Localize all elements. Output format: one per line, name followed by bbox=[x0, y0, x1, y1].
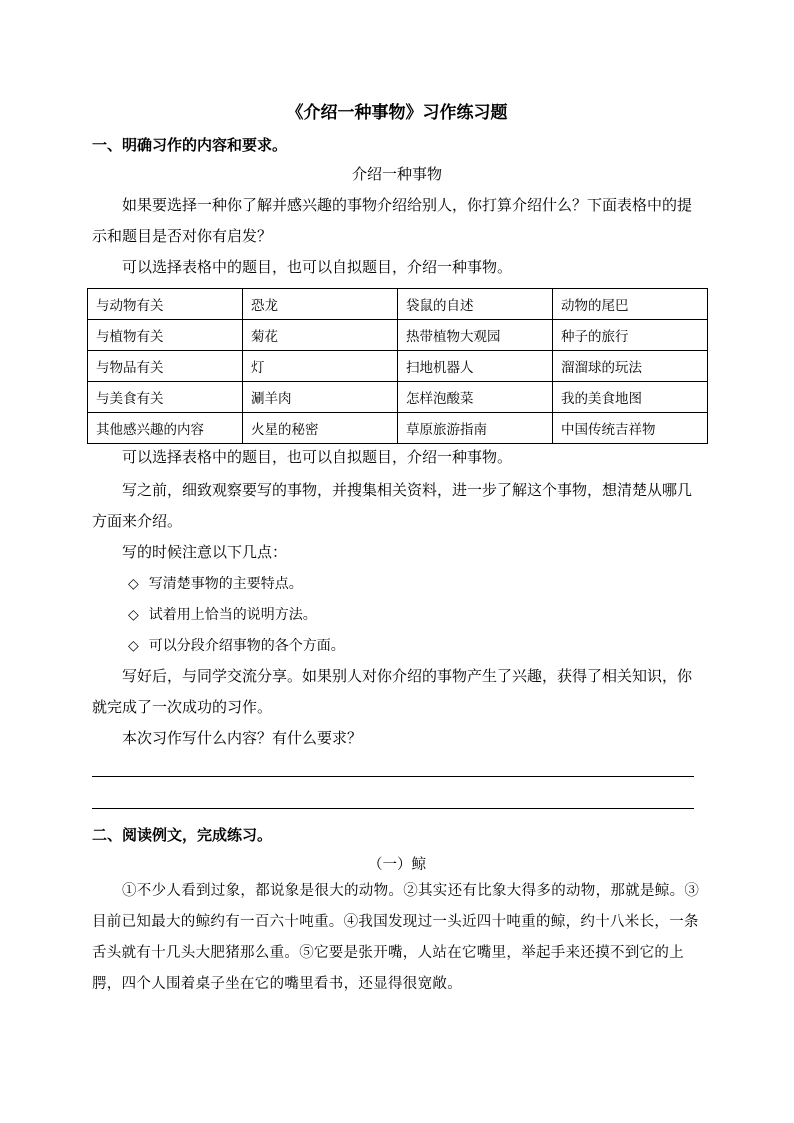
category-cell: 与美食有关 bbox=[88, 382, 243, 413]
bullet-text: 写清楚事物的主要特点。 bbox=[148, 576, 303, 592]
topic-cell: 溜溜球的玩法 bbox=[553, 351, 708, 382]
topic-cell: 热带植物大观园 bbox=[398, 320, 553, 351]
section-1-heading: 一、明确习作的内容和要求。 bbox=[92, 136, 288, 154]
bullet-text: 试着用上恰当的说明方法。 bbox=[148, 607, 317, 623]
topic-cell: 菊花 bbox=[243, 320, 398, 351]
topic-cell: 草原旅游指南 bbox=[398, 413, 553, 444]
section-1-subtitle: 介绍一种事物 bbox=[351, 165, 442, 183]
bullet-text: 可以分段介绍事物的各个方面。 bbox=[148, 638, 345, 654]
topic-cell: 种子的旅行 bbox=[553, 320, 708, 351]
intro-paragraph: 如果要选择一种你了解并感兴趣的事物介绍给别人，你打算介绍什么？下面表格中的提示和题目是否对你有启发？ bbox=[92, 196, 693, 245]
preparation-paragraph: 写之前，细致观察要写的事物，并搜集相关资料，进一步了解这个事物，想清楚从哪几方面来介绍。 bbox=[92, 481, 693, 530]
answer-line[interactable] bbox=[92, 776, 694, 777]
category-cell: 与物品有关 bbox=[88, 351, 243, 382]
topic-table bbox=[87, 288, 708, 444]
sharing-paragraph: 写好后，与同学交流分享。如果别人对你介绍的事物产生了兴趣，获得了相关知识，你就完成了一次成功的习作。 bbox=[92, 667, 693, 716]
bullet-item bbox=[128, 635, 345, 655]
topic-cell: 我的美食地图 bbox=[553, 382, 708, 413]
topic-cell: 怎样泡酸菜 bbox=[398, 382, 553, 413]
topic-cell: 恐龙 bbox=[243, 289, 398, 320]
diamond-bullet-icon: ◇ bbox=[128, 638, 139, 654]
category-cell: 与植物有关 bbox=[88, 320, 243, 351]
table-row bbox=[88, 382, 708, 413]
bullet-item bbox=[128, 573, 303, 593]
table-row bbox=[88, 320, 708, 351]
section-2-heading: 二、阅读例文，完成练习。 bbox=[92, 826, 273, 844]
category-cell: 其他感兴趣的内容 bbox=[88, 413, 243, 444]
instruction-paragraph-repeat: 可以选择表格中的题目，也可以自拟题目，介绍一种事物。 bbox=[122, 448, 513, 466]
topic-cell: 动物的尾巴 bbox=[553, 289, 708, 320]
bullet-item bbox=[128, 604, 317, 624]
diamond-bullet-icon: ◇ bbox=[128, 576, 139, 592]
diamond-bullet-icon: ◇ bbox=[128, 607, 139, 623]
question-prompt: 本次习作写什么内容？有什么要求？ bbox=[122, 729, 363, 747]
topic-cell: 袋鼠的自述 bbox=[398, 289, 553, 320]
table-row bbox=[88, 289, 708, 320]
topic-cell: 灯 bbox=[243, 351, 398, 382]
page-title: 《介绍一种事物》习作练习题 bbox=[286, 103, 508, 123]
topic-cell: 火星的秘密 bbox=[243, 413, 398, 444]
example-article: ①不少人看到过象，都说象是很大的动物。②其实还有比象大得多的动物，那就是鲸。③目前已知最大的鲸约有一百六十吨重。④我国发现过一头近四十吨重的鲸，约十八米长，一条舌头就有十几头大肥猪那么重。⑤它要是张开嘴，人站在它嘴里，举起手来还摸不到它的上腭，四个人围着桌子坐在它的嘴里看书，还显得很宽敞。 bbox=[92, 883, 700, 992]
instruction-paragraph: 可以选择表格中的题目，也可以自拟题目，介绍一种事物。 bbox=[122, 258, 513, 276]
topic-cell: 涮羊肉 bbox=[243, 382, 398, 413]
writing-notes-intro: 写的时候注意以下几点： bbox=[122, 543, 288, 561]
category-cell: 与动物有关 bbox=[88, 289, 243, 320]
table-row bbox=[88, 413, 708, 444]
topic-cell: 扫地机器人 bbox=[398, 351, 553, 382]
topic-cell: 中国传统吉祥物 bbox=[553, 413, 708, 444]
article-title: （一）鲸 bbox=[368, 857, 426, 873]
answer-line[interactable] bbox=[92, 808, 694, 809]
table-row bbox=[88, 351, 708, 382]
